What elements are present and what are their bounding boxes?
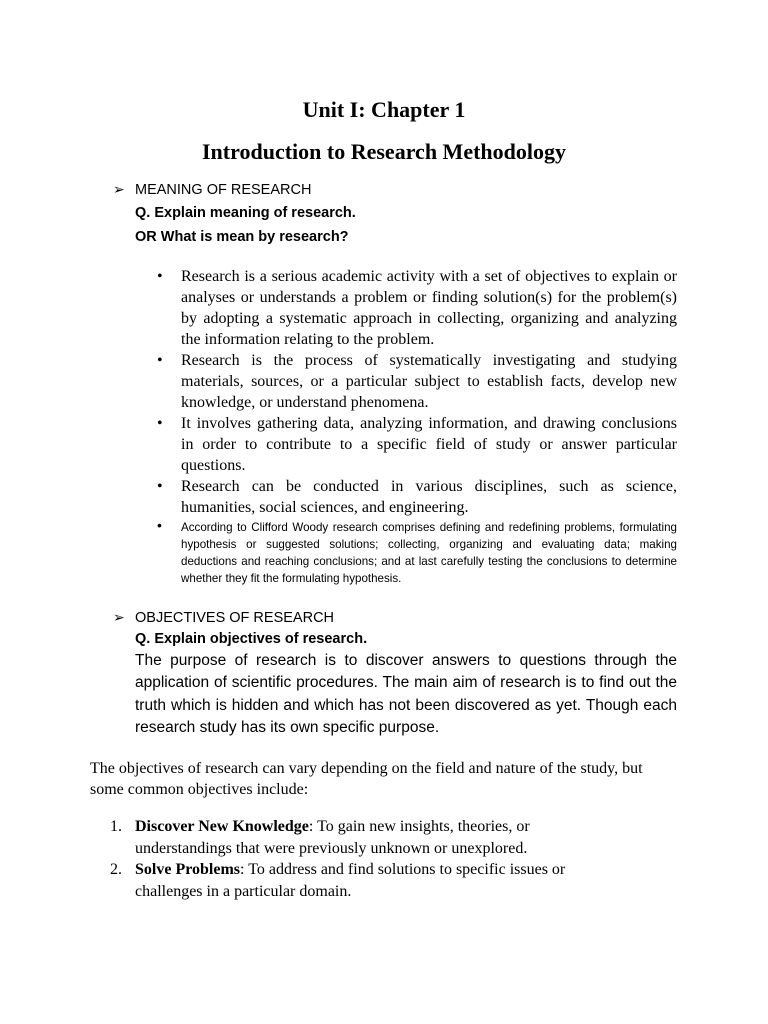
bullet-text: Research is the process of systematically investigating and studying materials, sources, or a particular subject to establish facts, develop new knowledge, or understand phenomena. [181,352,677,411]
bullet-text: Research can be conducted in various disciplines, such as science, humanities, social sciences, and engineering. [181,478,677,516]
list-item [135,350,677,413]
list-item [90,816,630,859]
item-description: : To address and find solutions to specific issues or challenges in a particular domain. [135,861,566,900]
meaning-question-2: OR What is mean by research? [135,229,349,245]
list-item [135,519,677,587]
purpose-paragraph: The purpose of research is to discover answers to questions through the application of scientific procedures. The main aim of research is to find out the truth which is hidden and which has not been discovered as yet. Though each research study has its own specific purpose. [135,652,677,736]
chapter-title: Introduction to Research Methodology [201,139,566,164]
intro-paragraph: The objectives of research can vary depending on the field and nature of the study, but some common objectives include: [90,760,643,798]
item-description: : To gain new insights, theories, or understandings that were previously unknown or unexplored. [135,818,530,857]
objectives-list [90,816,630,902]
bullet-dot-icon: • [157,517,162,533]
bullet-text: It involves gathering data, analyzing information, and drawing conclusions in order to contribute to a specific field of study or answer particular questions. [181,415,677,474]
meaning-question-1: Q. Explain meaning of research. [135,205,356,221]
item-term: Discover New Knowledge [135,818,309,835]
item-term: Solve Problems [135,861,241,878]
bullet-dot-icon: • [157,352,163,369]
item-number: 1. [110,818,122,835]
arrow-bullet-icon: ➢ [113,609,125,625]
bullet-text: According to Clifford Woody research comprises defining and redefining problems, formulating hypothesis or suggested solutions; collecting, organizing and evaluating data; making deductions and reaching conclusions; and at last carefully testing the conclusions to determine whether they fit the formulating hypothesis. [181,521,677,585]
list-item [90,859,630,902]
list-item [135,476,677,518]
objectives-heading-text: OBJECTIVES OF RESEARCH [135,610,335,626]
meaning-bullet-list [135,266,677,587]
objectives-question: Q. Explain objectives of research. [135,631,368,647]
bullet-dot-icon: • [157,478,163,495]
arrow-bullet-icon: ➢ [113,181,125,197]
meaning-heading-text: MEANING OF RESEARCH [135,182,312,198]
bullet-dot-icon: • [157,415,163,432]
unit-title: Unit I: Chapter 1 [302,97,466,122]
item-number: 2. [110,861,122,878]
bullet-dot-icon: • [157,268,163,285]
bullet-text: Research is a serious academic activity with a set of objectives to explain or analyses or understands a problem or finding solution(s) for the problem(s) by adopting a systematic approach in collecting, organizing and analyzing the information relating to the problem. [181,268,677,348]
meaning-section-heading [113,177,311,202]
list-item [135,413,677,476]
list-item [135,266,677,350]
